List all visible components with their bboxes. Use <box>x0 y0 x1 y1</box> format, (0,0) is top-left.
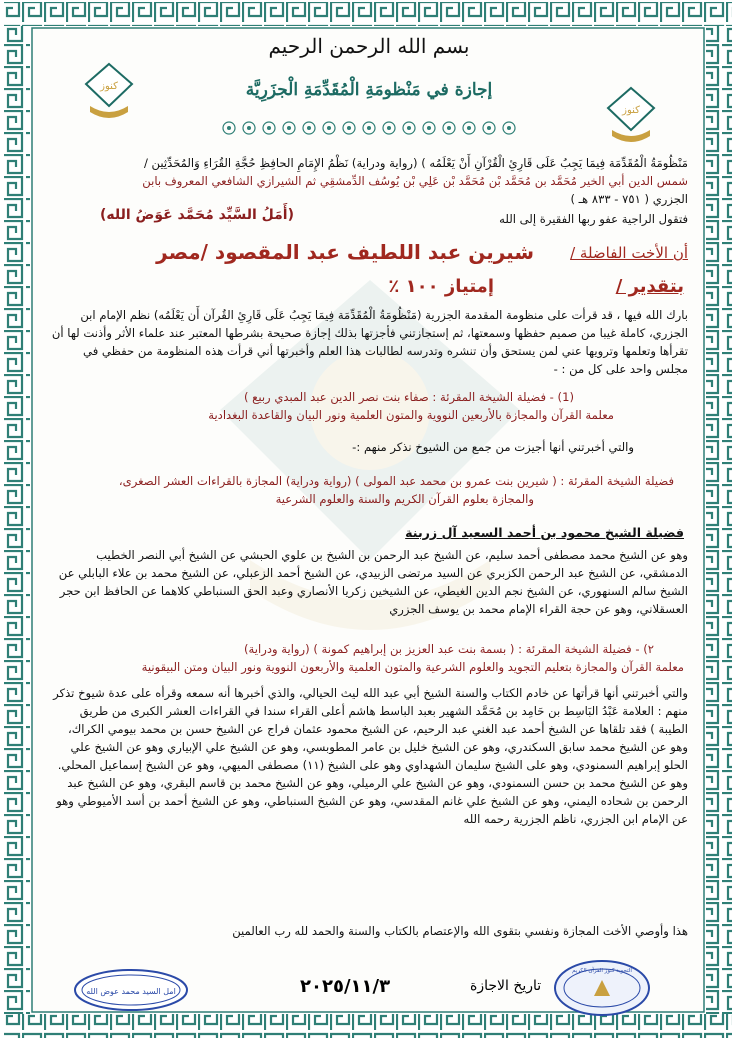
sheikh2-line1: ٢) - فضيلة الشيخة المقرئة : ( بسمة بنت عبد العزيز بن إبراهيم كمونة ) (رواية ودراية) <box>244 642 654 656</box>
grade-value: إمتياز ١٠٠ ٪ <box>388 276 494 297</box>
sheikh2-line2: معلمة القرآن والمجازة بتعليم التجويد والعلوم الشرعية والمتون العلمية والأربعون النووية ونور البيان ومتن البيقونية <box>141 660 684 674</box>
sheikha-a-line2: والمجازة بعلوم القرآن الكريم والسنة والعلوم الشرعية <box>275 492 534 506</box>
sheikh1-line2: معلمة القرآن والمجازة بالأربعين النووية والمتون العلمية ونور البيان والقاعدة البغدادية <box>208 408 614 422</box>
sheikh-zarbina: فضيلة الشيخ محمود بن أحمد السعيد آل زربنة <box>405 525 684 540</box>
intro-line-4: فتقول الراجية عفو ربها الفقيرة إلى الله <box>499 212 688 226</box>
closing-line: هذا وأوصي الأخت المجازة ونفسي بتقوى الله والإعتصام بالكتاب والسنة والحمد لله رب العالمين <box>232 924 688 938</box>
bismillah: بسم الله الرحمن الرحيم <box>268 34 470 58</box>
ornament-row <box>219 120 519 136</box>
intro-line-3: الجزري ( ٧٥١ - ٨٣٣ هـ ) <box>570 192 688 206</box>
certificate-content <box>44 34 694 1004</box>
signature-stamp <box>72 968 190 1012</box>
informed-line: والتي أخبرتني أنها أجيزت من جمع من الشيوخ نذكر منهم :- <box>352 440 634 454</box>
intro-line-2: شمس الدين أبي الخير مُحَمَّد بن مُحَمَّد بْن مُحَمَّد بْن عَلِي بْن يُوسُف الدِّمشقِي ثم الشيرازي الشافعي المعروف بابن <box>142 174 688 188</box>
student-prefix: أن الأخت الفاضلة / <box>570 244 688 262</box>
signature-stamp-text: امل السيد محمد عوض الله <box>86 987 176 996</box>
intro-line-1: مَنْظُومَةُ الْمُقَدِّمَة فِيمَا يَجِبُ عَلَى قَارِئِ الْقُرْآنِ أَنْ يَعْلَمُه ) (رواية ودراية) نَظْمُ الإِمَامِ الحافِظِ حُجَّةِ القُرَاءِ وَالمُحَدِّثِين / <box>143 156 688 170</box>
sheikh1-line1: (1) - فضيلة الشيخة المقرئة : صفاء بنت نصر الدين عبد المبدي ربيع ) <box>243 390 574 404</box>
issue-date: ٢٠٢٥/١١/٣ <box>300 976 391 997</box>
student-name: شيرين عبد اللطيف عبد المقصود /مصر <box>156 240 534 264</box>
grade-label: بتقدير / <box>615 276 684 297</box>
official-seal-text: التجويد كنوز القرآن الكريم <box>572 968 632 974</box>
paragraph-main: بارك الله فيها ، قد قرأت على منظومة المقدمة الجزرية (مَنْظُومَةُ الْمُقَدِّمَة فِيمَا يَجِبُ عَلَى قَارِئِ القُرآن أَن يَعْلَمُه) نظم الإمام ابن الجزري، كاملة غيبا من صميم حفظها وسمعتها، ثم إستجازتني فأجزتها بذلك إجازة صحيحة بشرطها المعتبر عند علماء الأثر وأذنت لها أن تقرأها وتعلمها وترويها عني لمن يستحق وأن تنشره وتدرسه لطالبات هذا العلم وأخبرتها أني قرأت هذه المنظومة من حفظي في مجلس واحد على كل من : - <box>51 308 688 376</box>
signer-name: (أَمَلُ السَّيِّد مُحَمَّد عَوَضُ الله) <box>99 207 294 223</box>
chain-1: وهو عن الشيخ محمد مصطفى أحمد سليم، عن الشيخ عبد الرحمن بن الشيخ بن علوي الحبشي عن الشيخ أبي النصر الخطيب الدمشقي، عن الشيخ عبد الرحمن الكزبري عن السيد مرتضى الزبيدي، عن الشيخ أحمد الزعبلي، عن الشيخ محمد بن علاء البابلي عن الشيخ سالم السنهوري، عن الشيخ نجم الدين الغيطي، عن الشيخين زكريا الأنصاري وعبد الحق السنباطي كلاهما عن الحافظ ابن حجر العسقلاني، وهو عن حجة القراء الإمام محمد بن يوسف الجزري <box>58 548 688 616</box>
official-seal <box>552 958 652 1018</box>
logo-left-text: كنوز <box>100 81 118 92</box>
issue-date-label: تاريخ الاجازة <box>470 978 542 994</box>
chain-2: والتي أخبرتني أنها قرأتها عن خادم الكتاب والسنة الشيخ أبي عبد الله ليث الحيالي، والذي أخبرها أنه سمعه وقرأه على عدة شيوخ تذكر منهم : العلامة عَبْدُ البَاسِط بن حَامِد بن مُحَمَّد الشهير بعبد الباسط هاشم أعلى القراء سندا في القراءات العشر الكبرى من طريق الطيبة ) فقد تلقاها عن الشيخ أحمد عبد الغني عبد الرحيم، عن الشيخ محمود عثمان فراج عن الشيخ حسن بن محمد بيومي الكراك، وهو عن الشيخ محمد سابق السكندري، وهو عن الشيخ خليل بن عامر المطوبسي، وهو عن الشيخ علي الإبياري وهو عن الشيخ علي الحلو إبراهيم السمنودي، وهو على الشيخ سليمان الشهداوي وهو على الشيخ (١١) مصطفى الميهي، وهو عن الشيخ إسماعيل المحلي. وهو عن الشيخ محمد بن حسن السمنودي، وهو عن الشيخ علي الرميلي، وهو عن الشيخ محمد بن قاسم البقري، وهو عن الشيخ عبد الرحمن بن شحاده اليمني، وهو عن الشيخ علي غانم المقدسي، وهو عن الشيخ السنباطي، وهو عن الشيخ أحمد بن أسد الأميوطي وهو عن الإمام ابن الجزري، ناظم الجزرية رحمه الله <box>53 686 688 826</box>
sheikha-a-line1: فضيلة الشيخة المقرئة : ( شيرين بنت عمرو بن محمد عبد المولى ) (رواية ودراية) المجازة بالقراءات العشر الصغرى، <box>118 474 674 488</box>
certificate-title: إجازة في مَنْظومَةِ الْمُقَدِّمَةِ الْجزَرِيَّة <box>245 80 493 100</box>
logo-right-text: كنوز <box>622 105 640 116</box>
